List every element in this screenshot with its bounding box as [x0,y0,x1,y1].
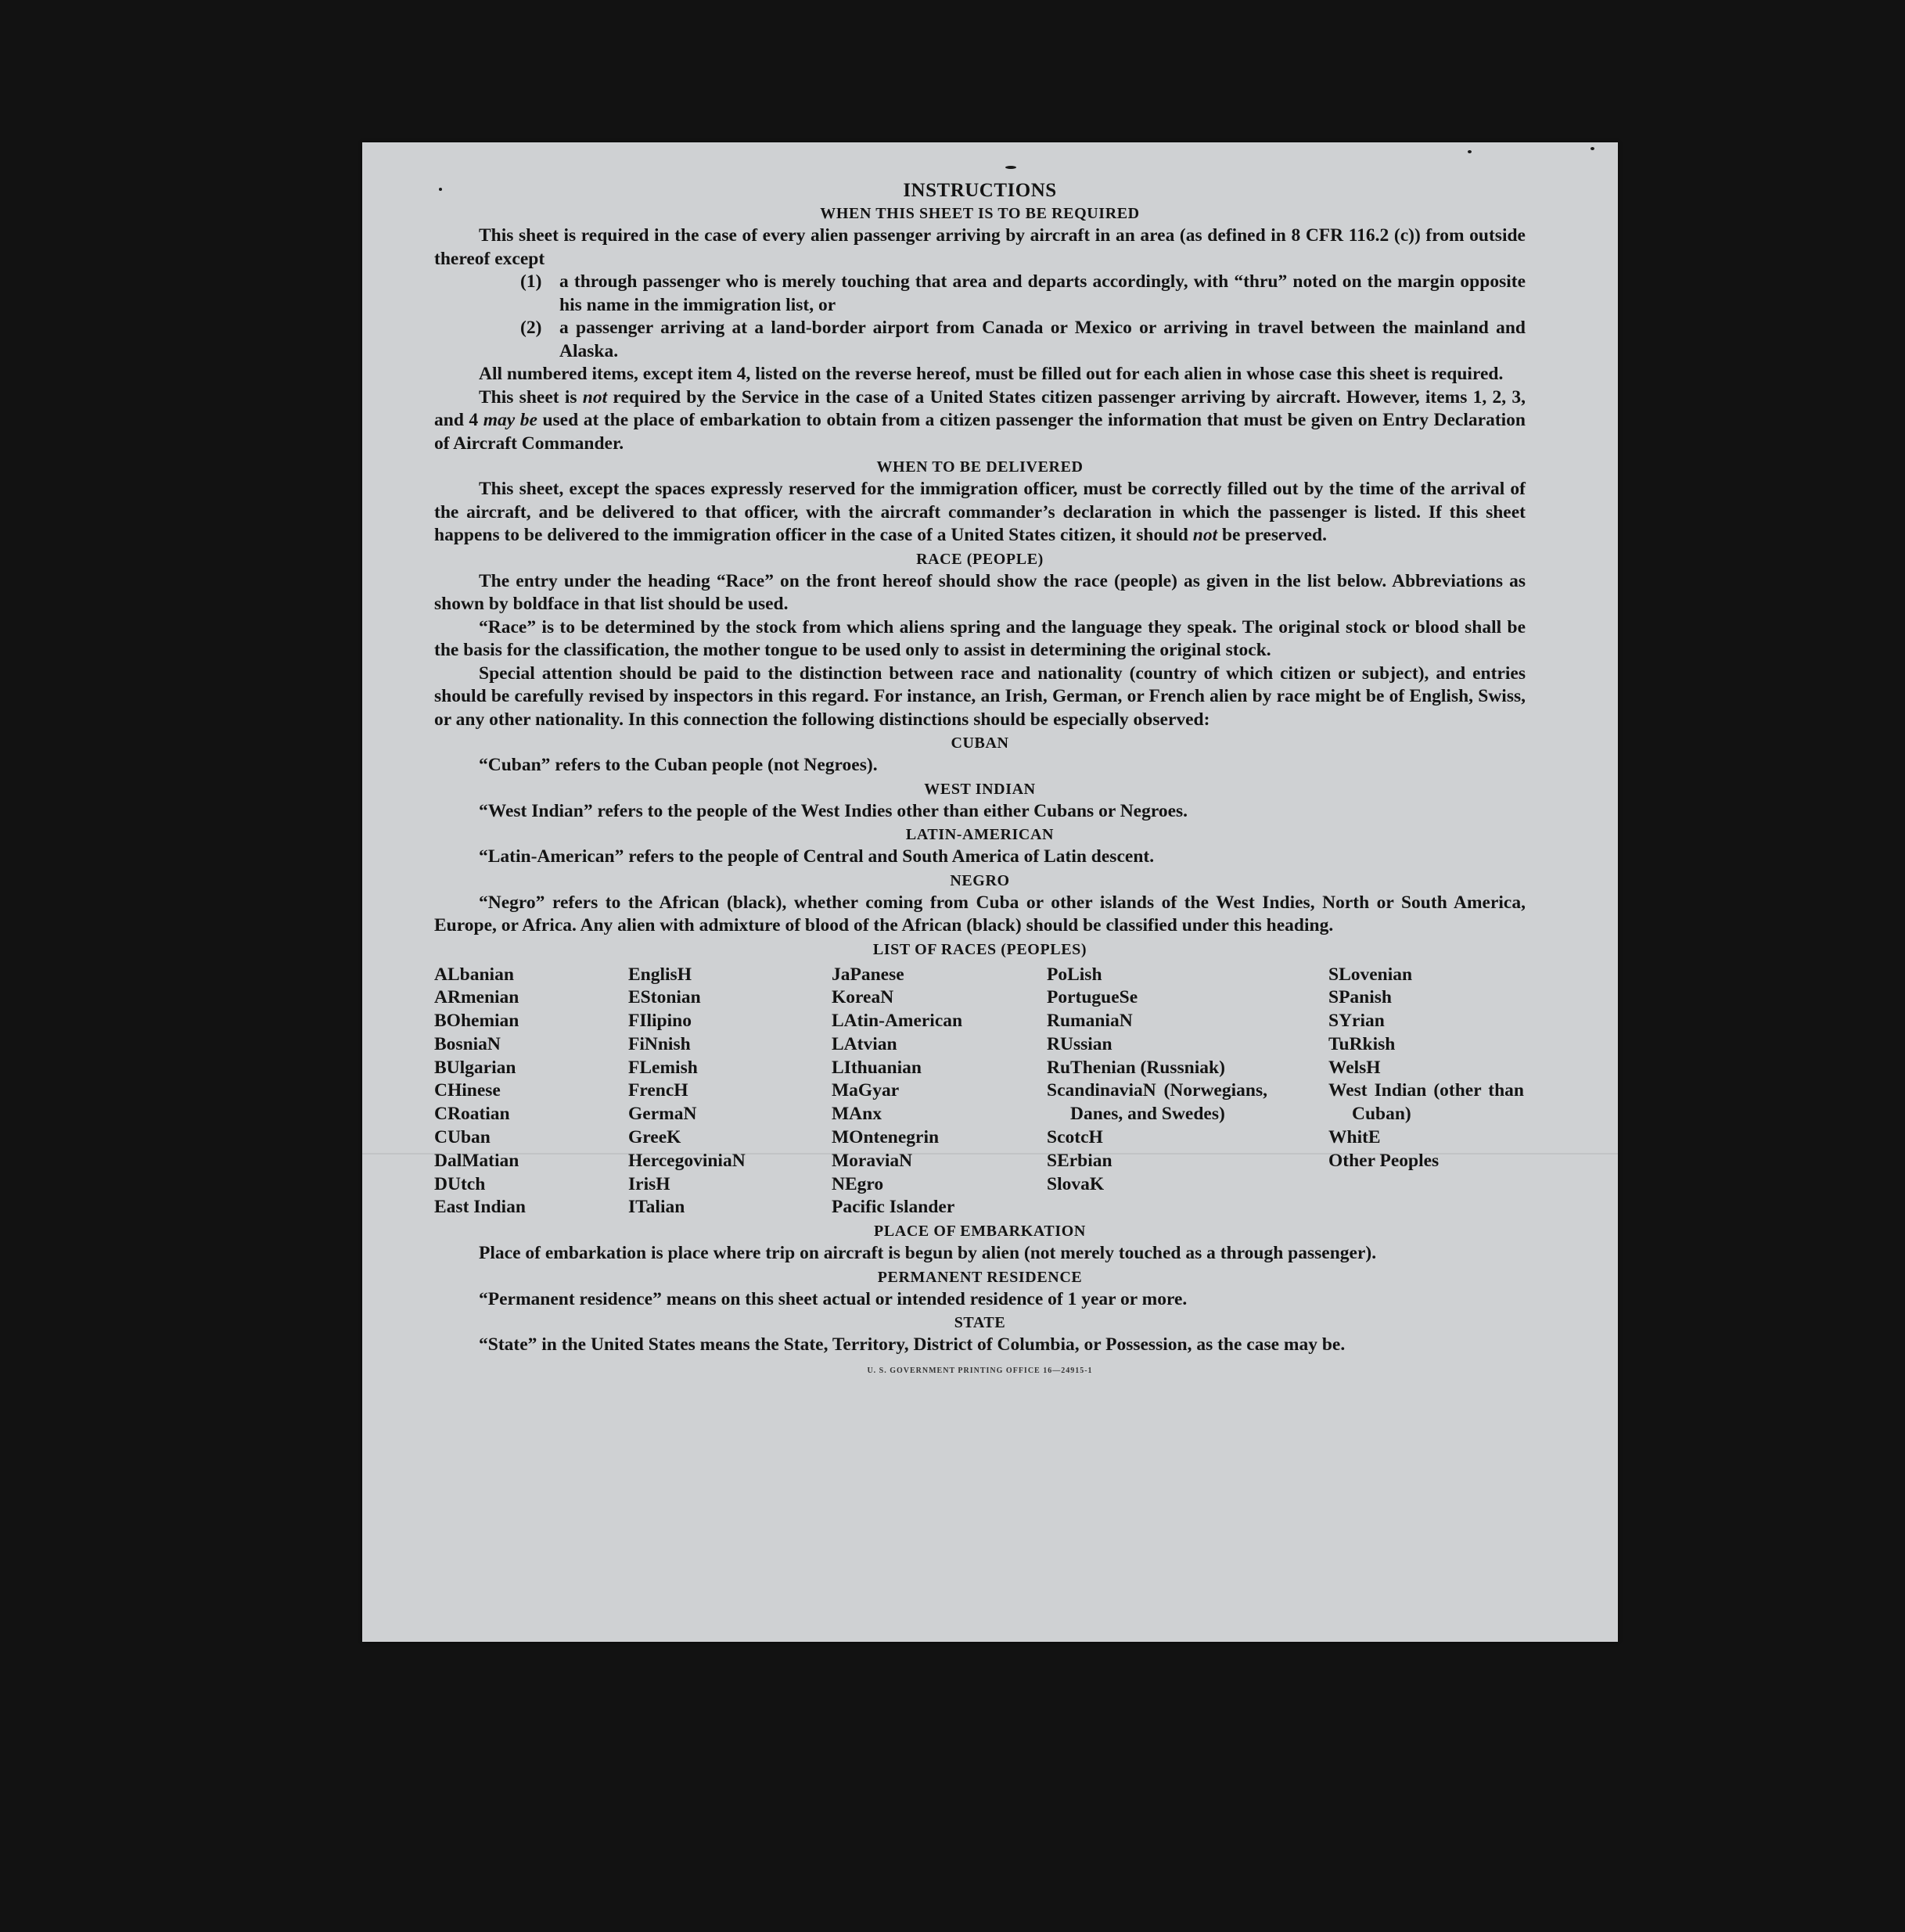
heading-cuban: CUBAN [951,734,1009,752]
race-entry: CHinese [434,1080,501,1101]
heading-state: STATE [954,1314,1006,1332]
heading-when-delivered: WHEN TO BE DELIVERED [876,458,1084,476]
race-entry: Other Peoples [1328,1150,1440,1171]
race-entry: PortugueSe [1047,987,1138,1008]
races-column [1047,964,1267,1220]
race-entry: MAnx [832,1104,882,1125]
race-entry: TuRkish [1328,1033,1396,1054]
paragraph-embarkation: Place of embarkation is place where trip on aircraft is begun by alien (not merely touched as a through passenger). [479,1243,1377,1264]
race-entry: GermaN [628,1104,697,1125]
race-entry: RumaniaN [1047,1011,1133,1032]
race-entry: WhitE [1328,1127,1381,1148]
speck-mark [1590,147,1594,150]
race-entry: ALbanian [434,964,514,985]
paragraph-race-entry: The entry under the heading “Race” on the front hereof should show the race (people) as given in the list below. Abbreviations as shown by boldface in that list should be used. [434,570,1526,614]
race-entry: LAtin-American [832,1011,963,1032]
text-span: This sheet is [479,386,583,408]
heading-latin-american: LATIN-AMERICAN [905,826,1055,843]
race-entry: SlovaK [1047,1173,1105,1194]
exception-text: a through passenger who is merely touching that area and departs accordingly, with “thru” noted on the margin opposite his name in the immigration list, or [559,271,1526,315]
speck-mark [1005,166,1016,169]
race-entry: RUssian [1047,1033,1112,1054]
race-entry: HercegoviniaN [628,1150,746,1171]
heading-embarkation: PLACE OF EMBARKATION [874,1223,1086,1241]
text-span: used at the place of embarkation to obtain from a citizen passenger the information that must be given on Entry Declaration of Aircraft Commander. [434,410,1526,454]
exception-item [434,271,1526,317]
race-entry: ITalian [628,1197,685,1218]
italic-span: not [582,386,608,408]
heading-list-of-races: LIST OF RACES (PEOPLES) [872,940,1087,958]
race-entry: NEgro [832,1173,884,1194]
races-column [628,964,832,1220]
text-span: This sheet, except the spaces expressly reserved for the immigration officer, must be correctly filled out by the time of the arrival of the aircraft, and be delivered to that officer, with the aircraft commander’s declaration in which the passenger is listed. If this sheet happens to be delivered to the immigration officer in the case of a United States citizen, it should [434,479,1526,545]
races-column [434,964,628,1220]
speck-mark [1468,150,1472,153]
race-entry: LIthuanian [832,1057,922,1078]
race-entry: BOhemian [434,1011,519,1032]
race-entry: WelsH [1328,1057,1381,1078]
race-entry: SErbian [1047,1150,1112,1171]
race-entry: FrencH [628,1080,688,1101]
race-entry: SLovenian [1328,964,1413,985]
heading-permanent-residence: PERMANENT RESIDENCE [877,1268,1083,1286]
paragraph-delivered [434,478,1526,548]
race-entry: FiNnish [628,1033,691,1054]
race-entry: East Indian [434,1197,526,1218]
paragraph-race-nationality: Special attention should be paid to the distinction between race and nationality (country of which citizen or subject), and entries should be carefully revised by inspectors in this regard. For instance, an Irish, German, or French alien by race might be of English, Swiss, or any other nationality. In this connection the following distinctions should be especially observed: [434,663,1526,730]
race-entry: West Indian (other than Cuban) [1328,1080,1524,1125]
race-entry: Pacific Islander [832,1197,955,1218]
exception-number: (1) [520,271,542,292]
race-entry: RuThenian (Russniak) [1047,1057,1225,1078]
race-entry: BosniaN [434,1033,501,1054]
race-entry: CRoatian [434,1104,510,1125]
race-entry: EStonian [628,987,701,1008]
exception-item [434,317,1526,363]
paragraph-negro: “Negro” refers to the African (black), whether coming from Cuba or other islands of the West Indies, North or South America, Europe, or Africa. Any alien with admixture of blood of the African (black) should be classified under this heading. [434,892,1526,935]
race-entry: MOntenegrin [832,1127,940,1148]
race-entry: FIlipino [628,1011,692,1032]
paragraph-latin-american: “Latin-American” refers to the people of Central and South America of Latin descent. [479,846,1155,867]
race-entry: MoraviaN [832,1150,913,1171]
heading-when-required: WHEN THIS SHEET IS TO BE REQUIRED [820,205,1140,222]
races-column [832,964,1047,1220]
italic-span: may be [483,410,537,430]
race-entry: DUtch [434,1173,486,1194]
heading-negro: NEGRO [950,871,1010,889]
document-title: INSTRUCTIONS [903,180,1057,201]
paragraph-permanent-residence: “Permanent residence” means on this sheet actual or intended residence of 1 year or more. [479,1288,1188,1309]
paragraph-cuban: “Cuban” refers to the Cuban people (not Negroes). [479,755,878,775]
heading-west-indian: WEST INDIAN [924,780,1036,798]
printer-imprint: U. S. GOVERNMENT PRINTING OFFICE 16—24915-1 [867,1366,1093,1375]
race-entry: GreeK [628,1127,681,1148]
race-entry: DalMatian [434,1150,519,1171]
paragraph-race-definition: “Race” is to be determined by the stock from which aliens spring and the language they speak. The original stock or blood shall be the basis for the classification, the mother tongue to be used only to assist in determining the original stock. [434,616,1526,660]
race-entry: CUban [434,1127,491,1148]
exception-text: a passenger arriving at a land-border airport from Canada or Mexico or arriving in travel between the mainland and Alaska. [559,318,1526,361]
text-span: be preserved. [1217,525,1327,545]
race-entry: BUlgarian [434,1057,516,1078]
exception-number: (2) [520,318,542,338]
paragraph-west-indian: “West Indian” refers to the people of the West Indies other than either Cubans or Negroes. [479,800,1188,821]
race-entry: KoreaN [832,987,894,1008]
race-entry: MaGyar [832,1080,900,1101]
document-sheet [362,142,1618,1642]
heading-race: RACE (PEOPLE) [916,550,1044,568]
race-entry: ARmenian [434,987,519,1008]
race-entry: JaPanese [832,964,904,985]
races-column [1328,964,1524,1220]
text-span: required by the Service in the case of a United States citizen passenger arriving by aircraft. However, items 1, 2, 3, and 4 [434,386,1526,430]
italic-span: not [1192,525,1218,545]
race-entry: EnglisH [628,964,692,985]
document-content [434,180,1526,1375]
paragraph-numbered-items: All numbered items, except item 4, listed on the reverse hereof, must be filled out for each alien in whose case this sheet is required. [479,364,1504,384]
race-entry: ScandinaviaN (Norwegians, Danes, and Swedes) [1047,1080,1267,1125]
race-entry: LAtvian [832,1033,897,1054]
race-entry: PoLish [1047,964,1102,985]
race-entry: FLemish [628,1057,698,1078]
paragraph-required-intro: This sheet is required in the case of every alien passenger arriving by aircraft in an area (as defined in 8 CFR 116.2 (c)) from outside thereof except [434,225,1526,269]
race-entry: IrisH [628,1173,670,1194]
race-entry: SPanish [1328,987,1392,1008]
race-entry: ScotcH [1047,1127,1103,1148]
race-entry: SYrian [1328,1011,1385,1032]
paragraph-state: “State” in the United States means the State, Territory, District of Columbia, or Possession, as the case may be. [479,1334,1346,1356]
races-list [434,964,1526,1220]
paragraph-citizen [434,386,1526,456]
